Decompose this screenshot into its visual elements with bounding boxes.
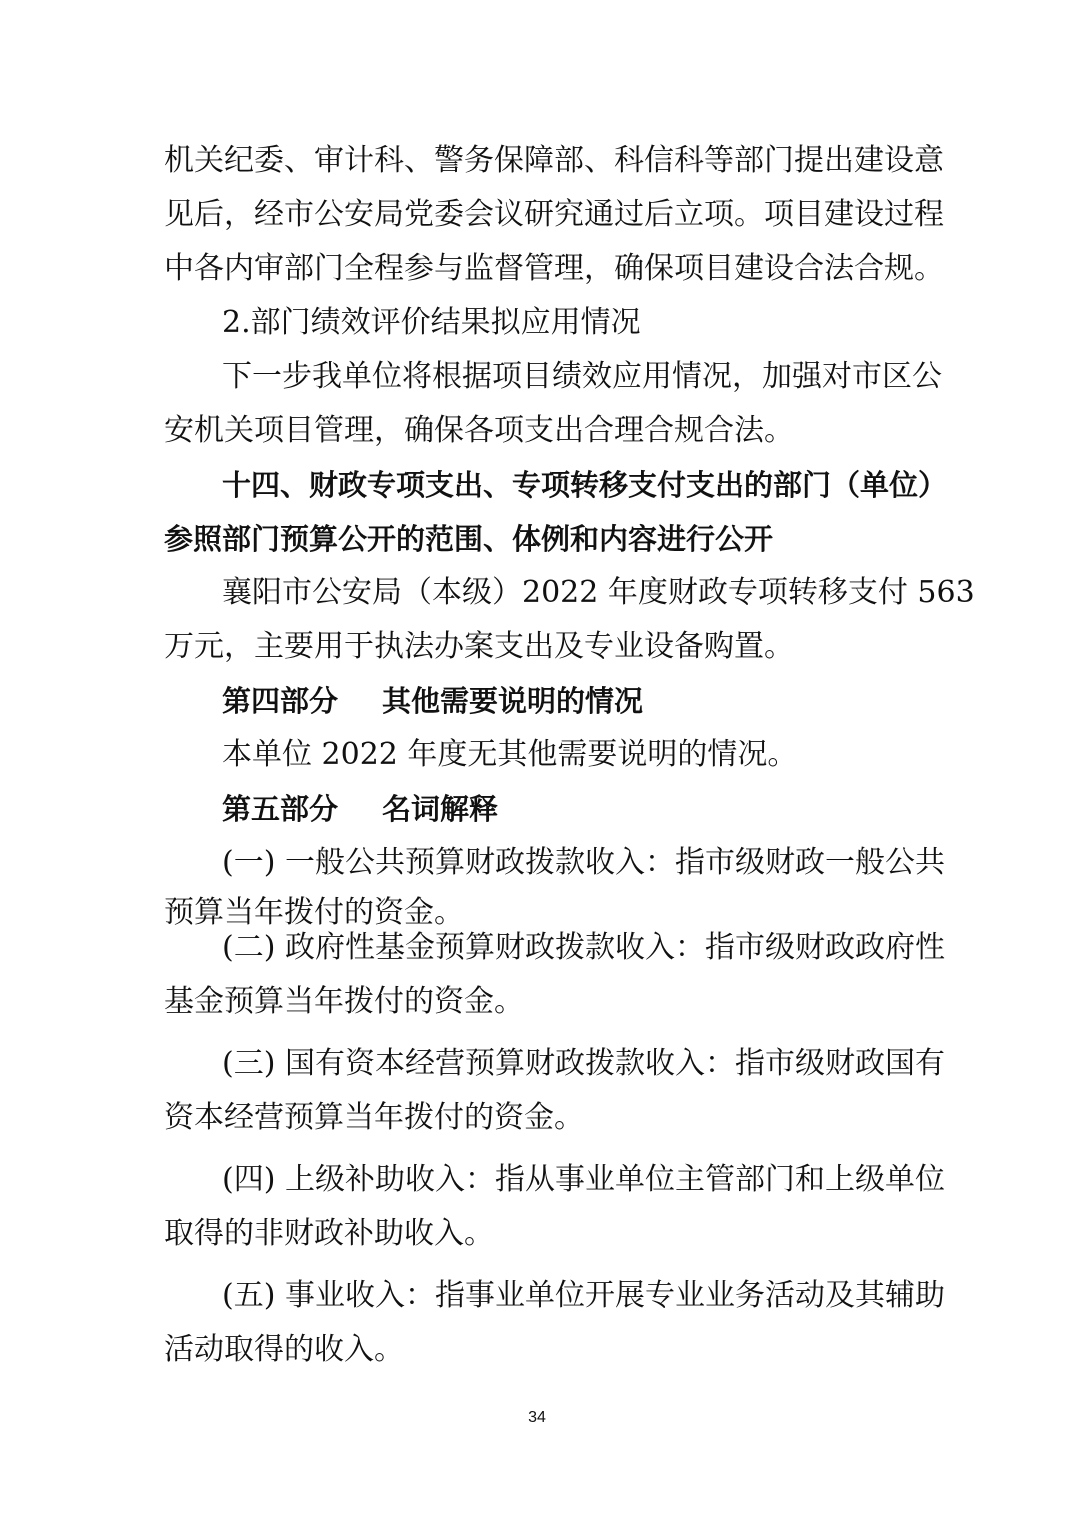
term-line: (五) 事业收入：指事业单位开展专业业务活动及其辅助 [222, 1278, 945, 1313]
term-line: 基金预算当年拨付的资金。 [164, 984, 524, 1019]
subsection-heading: 2.部门绩效评价结果拟应用情况 [222, 305, 641, 340]
section-heading: 十四、财政专项支出、专项转移支付支出的部门（单位） [222, 468, 948, 502]
body-line: 见后，经市公安局党委会议研究通过后立项。项目建设过程 [164, 197, 944, 232]
part-heading [222, 681, 912, 721]
body-line: 本单位 2022 年度无其他需要说明的情况。 [222, 737, 798, 772]
term-line: (二) 政府性基金预算财政拨款收入：指市级财政政府性 [222, 930, 945, 965]
part-label: 第五部分 [222, 792, 339, 826]
term-line: 活动取得的收入。 [164, 1332, 404, 1367]
part-label: 第四部分 [222, 684, 339, 718]
term-line: (四) 上级补助收入：指从事业单位主管部门和上级单位 [222, 1162, 945, 1197]
body-line: 万元，主要用于执法办案支出及专业设备购置。 [164, 629, 794, 664]
body-line: 机关纪委、审计科、警务保障部、科信科等部门提出建设意 [164, 143, 944, 178]
term-line: 取得的非财政补助收入。 [164, 1216, 494, 1251]
term-line: (三) 国有资本经营预算财政拨款收入：指市级财政国有 [222, 1046, 945, 1081]
part-title: 其他需要说明的情况 [382, 684, 644, 718]
term-line: 预算当年拨付的资金。 [164, 895, 464, 930]
term-line: (一) 一般公共预算财政拨款收入：指市级财政一般公共 [222, 845, 945, 880]
body-line: 安机关项目管理，确保各项支出合理合规合法。 [164, 413, 794, 448]
section-heading: 参照部门预算公开的范围、体例和内容进行公开 [164, 522, 774, 556]
part-title: 名词解释 [382, 792, 499, 826]
term-line: 资本经营预算当年拨付的资金。 [164, 1100, 584, 1135]
page-number: 34 [528, 1409, 546, 1426]
body-line: 中各内审部门全程参与监督管理，确保项目建设合法合规。 [164, 251, 944, 286]
part-heading [222, 789, 912, 829]
body-line: 襄阳市公安局（本级）2022 年度财政专项转移支付 563 [222, 575, 975, 610]
body-line: 下一步我单位将根据项目绩效应用情况，加强对市区公 [222, 359, 942, 394]
